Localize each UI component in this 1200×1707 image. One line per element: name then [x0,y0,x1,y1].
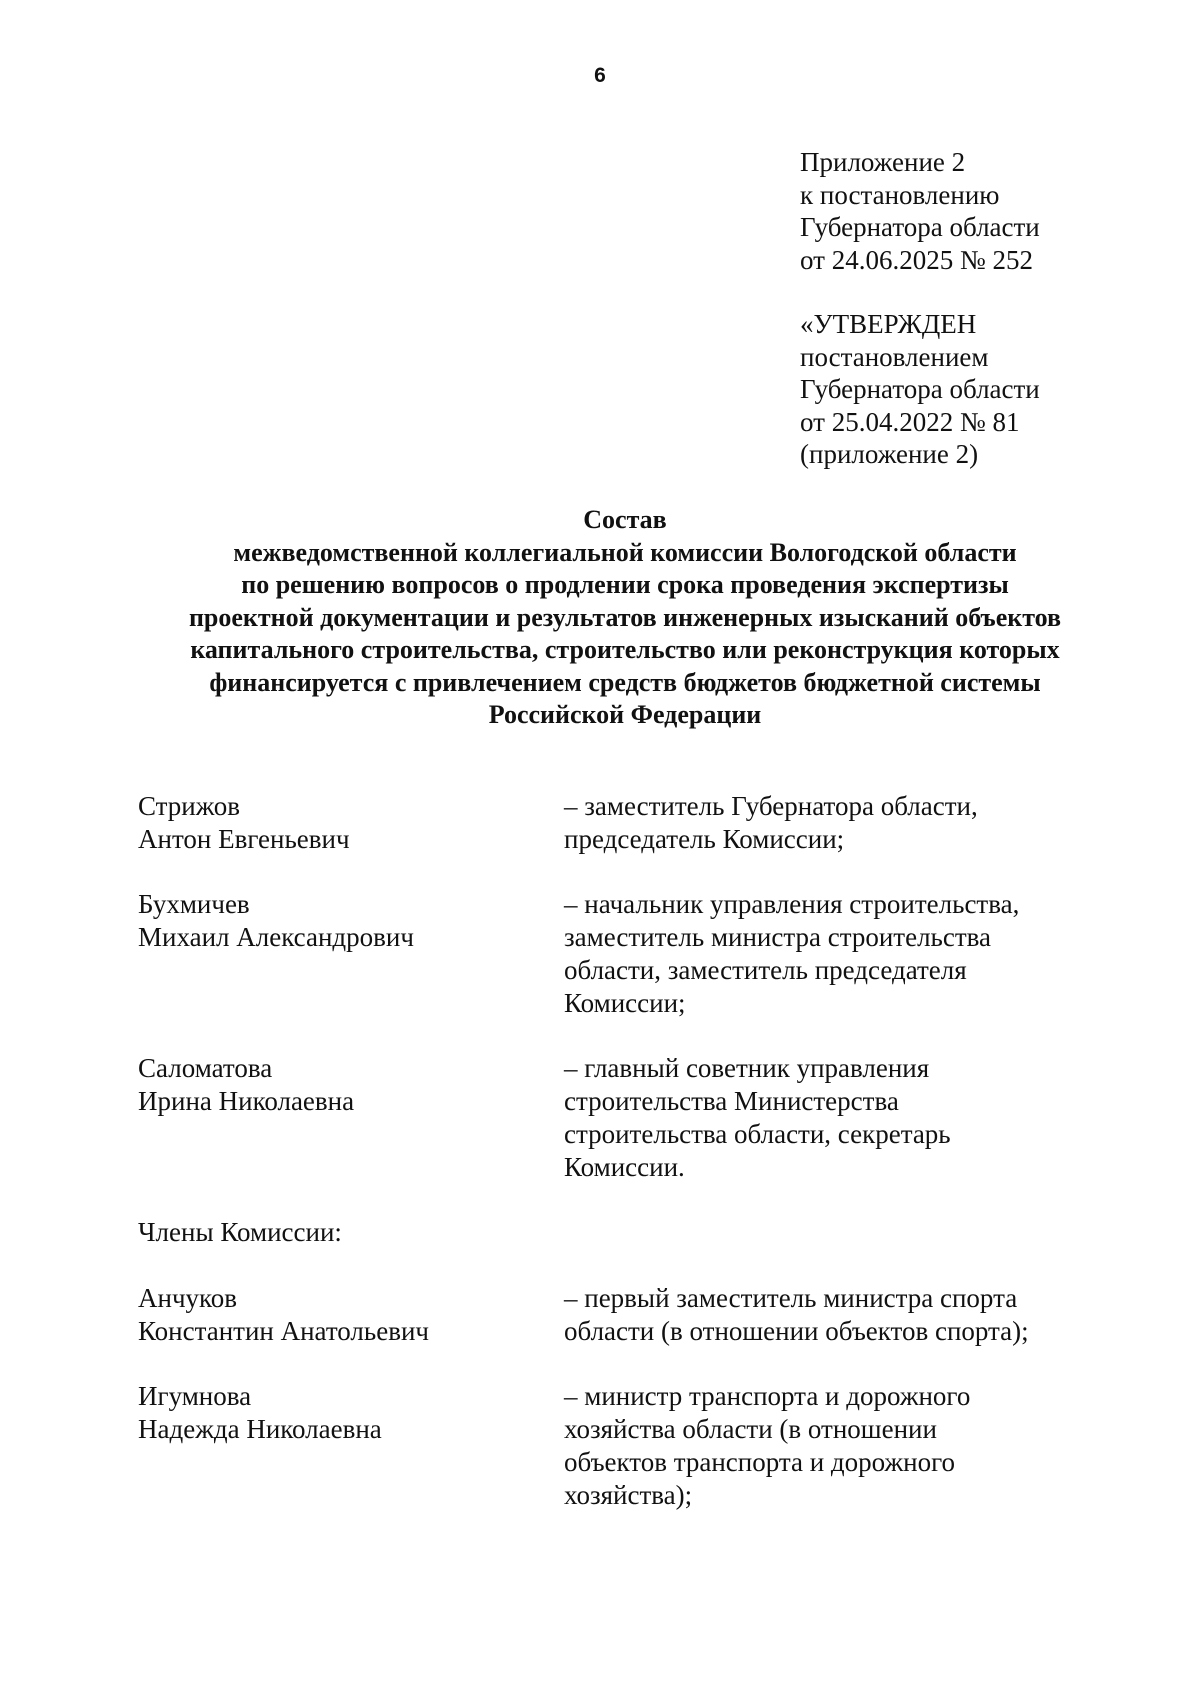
role-line: хозяйства области (в отношении [564,1414,937,1444]
approved-line: Губернатора области [800,374,1040,404]
member-given-names: Антон Евгеньевич [138,824,350,854]
approved-line: от 25.04.2022 № 81 [800,406,1020,437]
appendix-line: Приложение 2 [800,147,966,177]
role-line: – первый заместитель министра спорта [564,1283,1018,1313]
member-name [138,1380,538,1446]
role-line: заместитель министра строительства [564,922,992,952]
role-line: объектов транспорта и дорожного [564,1447,955,1477]
title-line: Российской Федерации [488,700,762,729]
title-heading: Состав [583,505,667,534]
member-name [138,1282,538,1348]
role-line: области (в отношении объектов спорта); [564,1316,1029,1346]
role-line: строительства Министерства [564,1086,899,1116]
members-heading: Члены Комиссии: [138,1217,342,1247]
title-line: проектной документации и результатов инженерных изысканий объектов [188,602,1062,632]
member-surname: Анчуков [138,1283,238,1313]
title-line: по решению вопросов о продлении срока проведения экспертизы [241,570,1009,599]
member-surname: Бухмичев [138,889,250,919]
member-name [138,1052,538,1118]
member-given-names: Ирина Николаевна [138,1086,355,1116]
approved-line: (приложение 2) [800,439,979,469]
member-role [564,1380,1084,1512]
member-name [138,790,538,856]
role-line: – главный советник управления [564,1053,930,1083]
member-surname: Игумнова [138,1381,252,1411]
title-line: финансируется с привлечением средств бюджетов бюджетной системы [209,667,1041,697]
title-line: межведомственной коллегиальной комиссии Вологодской области [233,537,1017,567]
member-given-names: Константин Анатольевич [138,1316,429,1346]
member-role [564,888,1084,1020]
role-line: строительства области, секретарь [564,1119,951,1149]
member-role [564,790,1084,856]
member-role [564,1052,1084,1184]
document-title [100,504,1150,732]
role-line: – министр транспорта и дорожного [564,1381,971,1411]
appendix-line: к постановлению [800,179,1000,210]
role-line: Комиссии; [564,988,686,1018]
appendix-reference [800,146,1040,276]
role-line: хозяйства); [564,1480,693,1510]
approved-line: «УТВЕРЖДЕН [800,309,977,339]
appendix-line: от 24.06.2025 № 252 [800,244,1033,275]
approved-line: постановлением [800,341,989,372]
member-surname: Саломатова [138,1053,273,1083]
role-line: Комиссии. [564,1152,685,1182]
member-given-names: Надежда Николаевна [138,1414,382,1444]
member-surname: Стрижов [138,791,240,821]
member-role [564,1282,1084,1348]
role-line: – начальник управления строительства, [564,889,1020,919]
page-number: 6 [594,64,606,87]
member-given-names: Михаил Александрович [138,922,414,952]
role-line: председатель Комиссии; [564,824,845,854]
title-line: капитального строительства, строительство или реконструкция которых [190,635,1060,664]
member-name [138,888,538,954]
appendix-line: Губернатора области [800,212,1040,242]
role-line: области, заместитель председателя [564,955,967,985]
role-line: – заместитель Губернатора области, [564,791,978,821]
approval-stamp-text [800,308,1040,471]
